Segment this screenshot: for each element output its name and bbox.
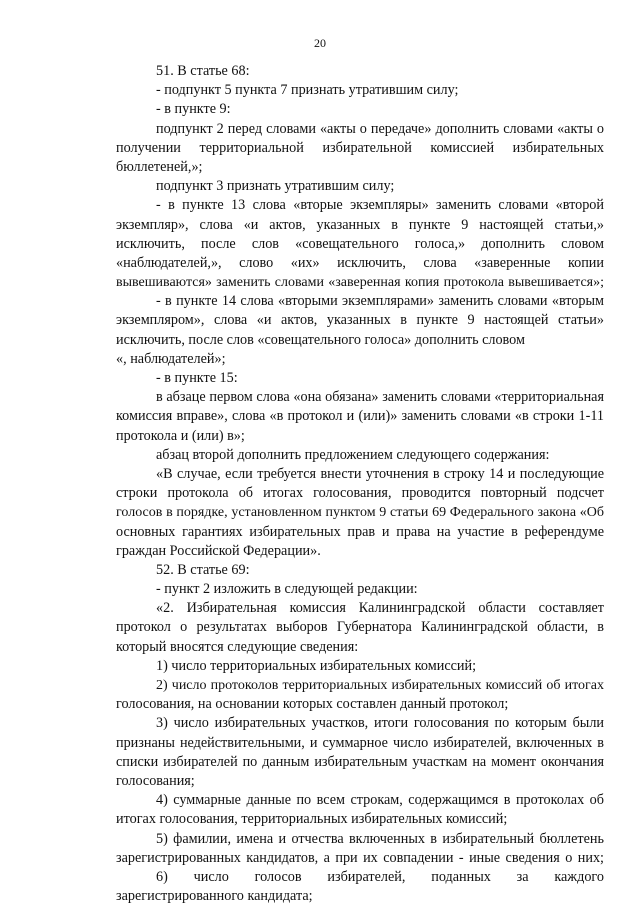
text-line: экземпляром», слова «и актов, указанных в пункте 9 настоящей статьи» bbox=[116, 312, 604, 329]
text-line: «В случае, если требуется внести уточнения в строку 14 и последующие bbox=[156, 465, 604, 482]
text-line: 5) фамилии, имена и отчества включенных в избирательный бюллетень bbox=[156, 830, 604, 847]
text-line: который вносятся следующие сведения: bbox=[116, 638, 359, 655]
text-line: - подпункт 5 пункта 7 признать утратившим силу; bbox=[156, 82, 459, 99]
text-line: - в пункте 15: bbox=[156, 370, 238, 386]
text-line: 2) число протоколов территориальных избирательных комиссий об итогах bbox=[156, 678, 604, 693]
text-line: подпункт 3 признать утратившим силу; bbox=[156, 178, 395, 195]
text-line: вывешиваются» заменить словами «заверенная копия протокола вывешивается»; bbox=[116, 275, 604, 291]
text-line: «2. Избирательная комиссия Калининградской области составляет bbox=[156, 600, 604, 617]
text-line: - пункт 2 изложить в следующей редакции: bbox=[156, 581, 418, 598]
page-number: 20 bbox=[314, 36, 326, 50]
text-line: - в пункте 13 слова «вторые экземпляры» заменить словами «второй bbox=[156, 197, 604, 214]
text-line: голосования; bbox=[116, 772, 195, 789]
text-line: бюллетеней,»; bbox=[116, 158, 203, 175]
text-line: 6) число голосов избирателей, поданных за каждого bbox=[156, 868, 604, 885]
text-line: «, наблюдателей»; bbox=[116, 350, 226, 367]
text-line: итогах голосования, территориальных избирательных комиссий; bbox=[116, 811, 508, 828]
text-line: граждан Российской Федерации». bbox=[116, 542, 321, 559]
text-line: получении территориальной избирательной комиссией избирательных bbox=[116, 139, 604, 156]
text-line: исключить, после слов «совещательного голоса,» дополнить словом bbox=[116, 235, 604, 252]
text-line: 51. В статье 68: bbox=[156, 63, 250, 79]
text-line: протокола и (или) в»; bbox=[116, 427, 245, 444]
text-line: протокол о результатах выборов Губернатора Калининградской области, в bbox=[116, 619, 604, 636]
text-line: 4) суммарные данные по всем строкам, содержащимся в протоколах об bbox=[156, 792, 604, 809]
text-line: экземпляр», слова «и актов, указанных в пункте 9 настоящей статьи,» bbox=[116, 216, 604, 233]
text-line: абзац второй дополнить предложением следующего содержания: bbox=[156, 446, 550, 463]
text-line: списки избирателей по данным избирательным участкам на момент окончания bbox=[116, 753, 604, 770]
text-line: голосования, на основании которых составлен данный протокол; bbox=[116, 696, 509, 713]
text-line: 1) число территориальных избирательных комиссий; bbox=[156, 657, 477, 674]
text-line: голосов в порядке, установленном пунктом 9 статьи 69 Федерального закона «Об bbox=[116, 505, 604, 521]
text-line: зарегистрированного кандидата; bbox=[116, 888, 313, 905]
text-line: подпункт 2 перед словами «акты о передаче» дополнить словами «акты о bbox=[156, 120, 604, 137]
text-line: в абзаце первом слова «она обязана» заменить словами «территориальная bbox=[156, 389, 604, 406]
text-line: зарегистрированных кандидатов, а при их совпадении - иные сведения о них; bbox=[116, 849, 604, 866]
text-line: исключить, после слов «совещательного голоса» дополнить словом bbox=[116, 331, 525, 348]
text-line: 3) число избирательных участков, итоги голосования по которым были bbox=[156, 715, 604, 732]
text-line: комиссия вправе», слова «в протокол и (или)» заменить словами «в строки 1-11 bbox=[116, 408, 604, 425]
document-body bbox=[116, 62, 604, 906]
text-line: основных гарантиях избирательных прав и права на участие в референдуме bbox=[116, 523, 604, 540]
text-line: 52. В статье 69: bbox=[156, 561, 250, 578]
text-line: - в пункте 14 слова «вторыми экземплярами» заменить словами «вторым bbox=[156, 293, 604, 310]
text-line: «наблюдателей,», слово «их» исключить, слова «заверенные копии bbox=[116, 254, 604, 271]
text-line: - в пункте 9: bbox=[156, 101, 231, 118]
text-line: признаны недействительными, и суммарное число избирателей, включенных в bbox=[116, 734, 604, 751]
text-line: строки протокола об итогах голосования, проводится повторный подсчет bbox=[116, 485, 604, 502]
